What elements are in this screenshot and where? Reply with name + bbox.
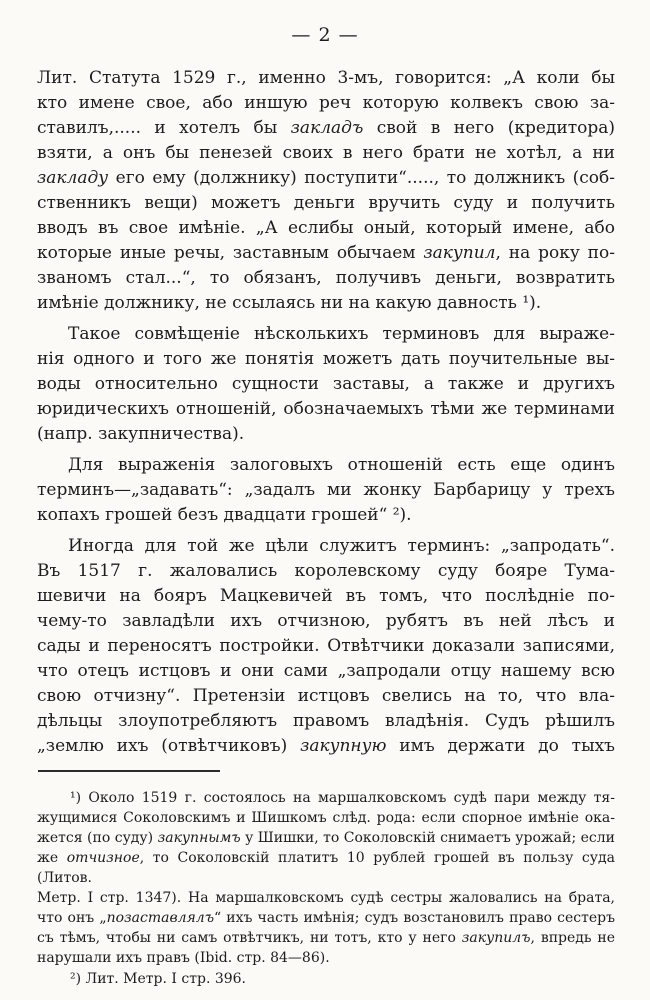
text-line <box>37 116 615 141</box>
text-line <box>37 609 615 634</box>
text-line <box>37 734 615 759</box>
text-segment: “ ихъ часть имѣнія; судъ возстановилъ право сестеръ <box>214 910 616 926</box>
italic-term: закупнымъ <box>157 830 241 846</box>
text-line <box>37 347 615 372</box>
text-segment: кто имене свое, або иншую реч которую колвекъ свою за- <box>37 93 615 113</box>
text-segment: Метр. I стр. 1347). На маршалковскомъ судѣ сестры жаловались на брата, <box>37 890 615 906</box>
paragraph-statute-quote <box>37 66 615 316</box>
text-line <box>37 453 615 478</box>
italic-term: позаставлялъ <box>106 910 215 926</box>
text-line <box>37 478 615 503</box>
italic-term: закупную <box>300 736 387 756</box>
text-segment: Такое совмѣщеніе нѣсколькихъ терминовъ для выраже- <box>68 324 615 344</box>
text-line <box>37 948 615 968</box>
text-segment: которые иные речы, заставным обычаем <box>37 243 424 263</box>
text-segment: копахъ грошей безъ двадцати грошей“ ²). <box>37 505 412 525</box>
text-line <box>37 709 615 734</box>
text-line <box>37 659 615 684</box>
text-segment: имъ держати до тыхъ <box>386 736 616 756</box>
text-segment: юридическихъ отношеній, обозначаемыхъ тѣми же терминами <box>37 399 615 419</box>
text-segment: свою отчизну“. Претензіи истцовъ свелись на то, что вла- <box>37 686 615 706</box>
text-segment: званомъ стал...“, то обязанъ, получивъ деньги, возвратить <box>37 268 615 288</box>
text-line <box>37 788 615 808</box>
text-segment: дѣльцы злоупотребляютъ правомъ владѣнія. Судъ рѣшилъ <box>37 711 615 731</box>
text-segment: ставилъ,..... и хотелъ бы <box>37 118 291 138</box>
text-segment: имѣніе должнику, не ссылаясь ни на какую давность ¹). <box>37 293 542 313</box>
text-segment: , на року по- <box>495 243 615 263</box>
text-segment: ²) Лит. Метр. I стр. 396. <box>70 971 247 987</box>
footnote-1 <box>37 788 615 968</box>
text-segment: , то Соколовскій платитъ 10 рублей грошей въ пользу суда (Литов. <box>37 850 615 886</box>
body-text <box>37 66 615 759</box>
footnote-2 <box>37 969 615 989</box>
text-line <box>37 241 615 266</box>
text-segment: съ тѣмъ, чтобы ни самъ отвѣтчикъ, ни тотъ, кто у него <box>37 930 462 946</box>
text-segment: Иногда для той же цѣли служитъ терминъ: „запродать“. <box>68 536 615 556</box>
paragraph-term-zadavat <box>37 453 615 528</box>
text-segment: нарушали ихъ правъ (Ibid. стр. 84—86). <box>37 950 330 966</box>
italic-term: закупилъ <box>461 930 531 946</box>
text-segment: взяти, а онъ бы пенезей своих в него брати не хотѣл, а ни <box>37 143 615 163</box>
italic-term: закладу <box>37 168 109 188</box>
text-line <box>37 559 615 584</box>
text-line <box>37 166 615 191</box>
italic-term: закладъ <box>290 118 364 138</box>
text-line <box>37 91 615 116</box>
text-segment: нія одного и того же понятія можетъ дать поучительные вы- <box>37 349 615 369</box>
text-segment: же <box>37 850 67 866</box>
text-segment: чему-то завладѣли ихъ отчизною, рубятъ въ ней лѣсъ и <box>37 611 615 631</box>
text-line <box>37 808 615 828</box>
text-line <box>37 66 615 91</box>
text-line <box>37 888 615 908</box>
text-segment: сады и переносятъ постройки. Отвѣтчики доказали записями, <box>37 636 615 656</box>
text-segment: жется (по суду) <box>37 830 158 846</box>
text-segment: жущимися Соколовскимъ и Шишкомъ слѣд. рода: если спорное имѣніе ока- <box>37 810 615 826</box>
text-line <box>37 503 615 528</box>
text-segment: ¹) Около 1519 г. состоялось на маршалковскомъ судѣ пари между тя- <box>70 790 615 806</box>
text-line <box>37 848 615 888</box>
text-segment: шевичи на бояръ Мацкевичей въ томъ, что послѣдніе по- <box>37 586 615 606</box>
text-segment: у Шишки, то Соколовскій снимаетъ урожай; если <box>240 830 615 846</box>
text-segment: „землю ихъ (отвѣтчиковъ) <box>37 736 301 756</box>
text-segment: что отецъ истцовъ и они сами „запродали отцу нашему всю <box>37 661 615 681</box>
text-line <box>37 266 615 291</box>
text-line <box>37 322 615 347</box>
text-segment: воды относительно сущности заставы, а также и другихъ <box>37 374 615 394</box>
text-line <box>37 372 615 397</box>
italic-term: закупил <box>423 243 496 263</box>
text-segment: Для выраженія залоговыхъ отношеній есть еще одинъ <box>68 455 615 475</box>
italic-term: отчизное <box>66 850 140 866</box>
text-line <box>37 908 615 928</box>
text-line <box>37 291 615 316</box>
text-segment: (напр. закупничества). <box>37 424 245 444</box>
text-segment: свой в него (кредитора) <box>363 118 615 138</box>
text-segment: терминъ—„задавать“: „задалъ ми жонку Барбарицу у трехъ <box>37 480 615 500</box>
page-number: — 2 — <box>291 24 359 46</box>
text-segment: вводъ въ свое имѣніе. „А еслибы оный, который имене, або <box>37 218 615 238</box>
footnotes <box>37 788 615 989</box>
paragraph-term-zaprodat <box>37 534 615 759</box>
text-line <box>37 191 615 216</box>
text-line <box>37 534 615 559</box>
text-line <box>37 397 615 422</box>
footnote-separator-rule <box>38 770 220 772</box>
text-segment: , впредь не <box>530 930 615 946</box>
text-segment: Въ 1517 г. жаловались королевскому суду бояре Тума- <box>37 561 615 581</box>
text-line <box>37 684 615 709</box>
text-line <box>37 422 615 447</box>
text-segment: ственникъ вещи) можетъ деньги вручить суду и получить <box>37 193 615 213</box>
text-segment: его ему (должнику) поступити“....., то должникъ (соб- <box>108 168 615 188</box>
text-segment: что онъ „ <box>37 910 107 926</box>
text-line <box>37 584 615 609</box>
text-line <box>37 141 615 166</box>
text-segment: Лит. Статута 1529 г., именно 3-мъ, говорится: „А коли бы <box>37 68 615 88</box>
paragraph-term-combination <box>37 322 615 447</box>
text-line <box>37 216 615 241</box>
text-line <box>37 828 615 848</box>
text-line <box>37 634 615 659</box>
text-line <box>37 928 615 948</box>
text-line <box>37 969 615 989</box>
